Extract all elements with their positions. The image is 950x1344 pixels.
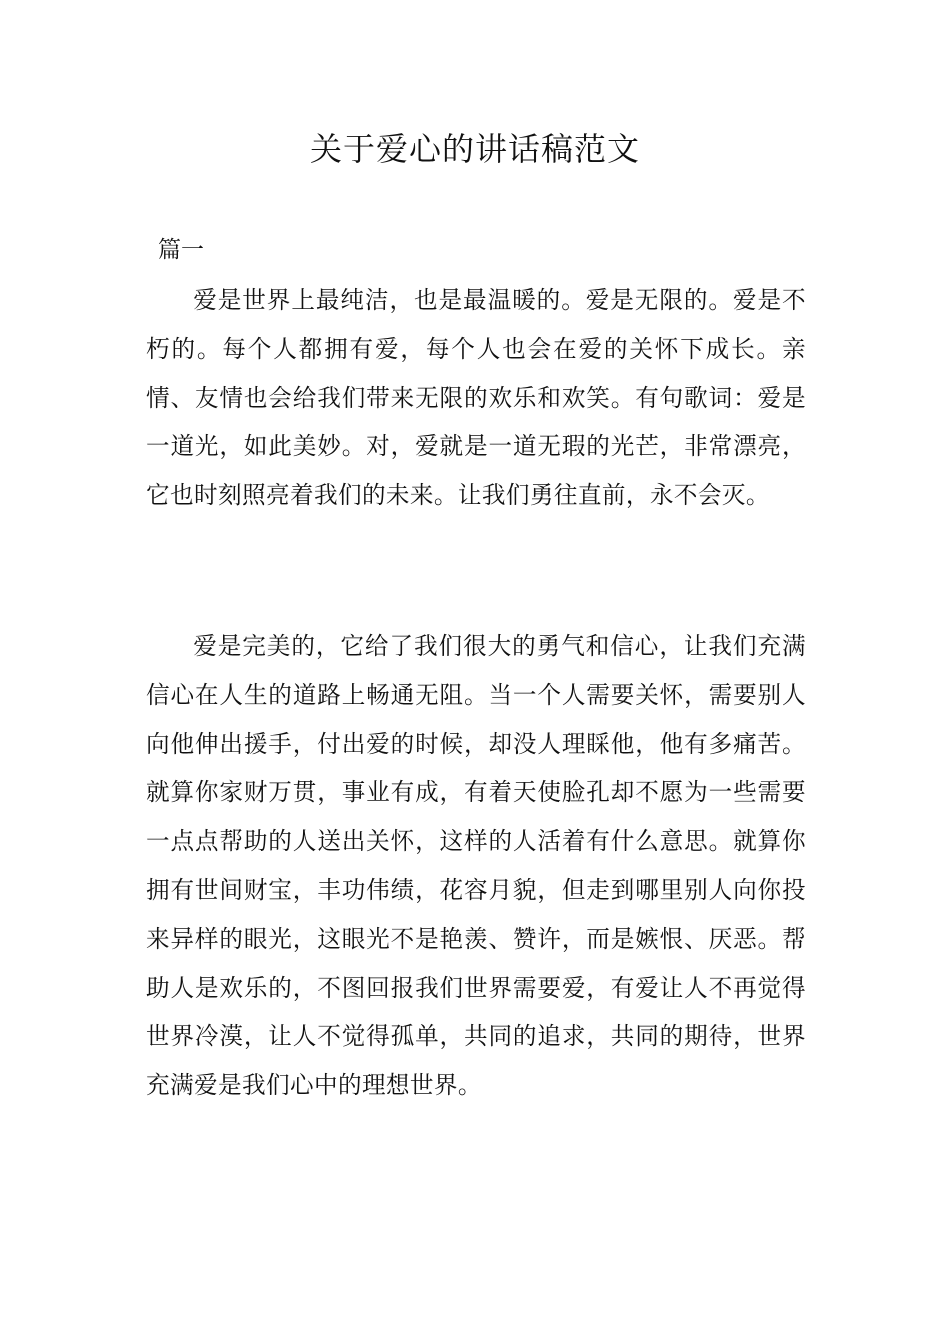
paragraph-2: 爱是完美的，它给了我们很大的勇气和信心，让我们充满信心在人生的道路上畅通无阻。当一个人需要关怀，需要别人向他伸出援手，付出爱的时候，却没人理睬他，他有多痛苦。就算你家财万贯，事业有成，有着天使脸孔却不愿为一些需要一点点帮助的人送出关怀，这样的人活着有什么意思。就算你拥有世间财宝，丰功伟绩，花容月貌，但走到哪里别人向你投来异样的眼光，这眼光不是艳羡、赞许，而是嫉恨、厌恶。帮助人是欢乐的，不图回报我们世界需要爱，有爱让人不再觉得世界冷漠，让人不觉得孤单，共同的追求，共同的期待，世界充满爱是我们心中的理想世界。 <box>146 632 806 1100</box>
section-label: 篇一 <box>158 237 204 263</box>
page-title: 关于爱心的讲话稿范文 <box>309 130 640 168</box>
paragraph-1: 爱是世界上最纯洁，也是最温暖的。爱是无限的。爱是不朽的。每个人都拥有爱，每个人也会在爱的关怀下成长。亲情、友情也会给我们带来无限的欢乐和欢笑。有句歌词：爱是一道光，如此美妙。对，爱就是一道无瑕的光芒，非常漂亮，它也时刻照亮着我们的未来。让我们勇往直前，永不会灭。 <box>146 286 806 510</box>
